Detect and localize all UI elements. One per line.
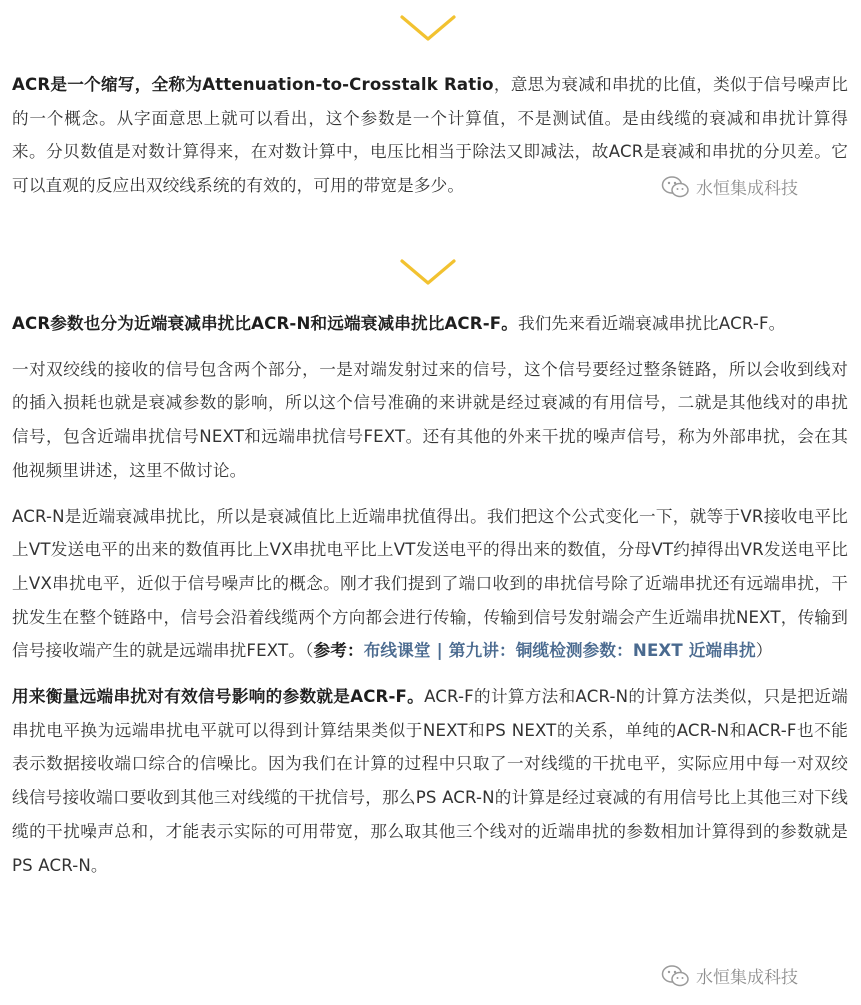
acr-definition-text: ，意思为衰减和串扰的比值，类似于信号噪声比的一个概念。从字面意思上就可以看出，这个参数是一个计算值，不是测试值。是由线缆的衰减和串扰计算得来。分贝数值是对数计算得来，在对数计算中，电压比相当于除法又即减法，故ACR是衰减和串扰的分贝差。它可以直观的反应出双绞线系统的有效的，可用的带宽是多少。 (12, 75, 849, 196)
watermark (661, 174, 798, 199)
acr-n-f-section (12, 307, 848, 882)
acr-f-paragraph (12, 680, 848, 882)
acr-n-paragraph (12, 500, 848, 669)
chevron-down-icon (399, 14, 457, 42)
acr-types-text: 我们先来看近端衰减串扰比ACR-F。 (517, 314, 786, 333)
acr-definition-bold: ACR是一个缩写，全称为Attenuation-to-Crosstalk Ratio (12, 75, 494, 94)
acr-types-paragraph (12, 307, 848, 341)
watermark (661, 963, 798, 988)
reference-open: （ (305, 641, 314, 661)
watermark-text: 水恒集成科技 (696, 968, 798, 988)
wechat-icon (661, 175, 691, 199)
chevron-down-icon (399, 258, 457, 286)
acr-n-text: ACR-N是近端衰减串扰比，所以是衰减值比上近端串扰值得出。我们把这个公式变化一下，就等于VR接收电平比上VT发送电平的出来的数值再比上VX串扰电平比上VT发送电平的得出来的数值，分母VT约掉得出VR发送电平比上VX串扰电平，近似于信号噪声比的概念。刚才我们提到了端口收到的串扰信号除了近端串扰还有远端串扰，干扰发生在整个链路中，信号会沿着线缆两个方向都会进行传输，传输到信号发射端会产生近端串扰NEXT，传输到信号接收端产生的就是远端串扰FEXT。 (12, 506, 848, 661)
acr-types-bold: ACR参数也分为近端衰减串扰比ACR-N和远端衰减串扰比ACR-F。 (12, 314, 518, 333)
acr-f-text: ACR-F的计算方法和ACR-N的计算方法类似，只是把近端串扰电平换为远端串扰电平就可以得到计算结果类似于NEXT和PS NEXT的关系，单纯的ACR-N和ACR-F也不能表示数据接收端口综合的信噪比。因为我们在计算的过程中只取了一对线缆的干扰电平，实际应用中每一对双绞线信号接收端口要收到其他三对线缆的干扰信号，那么PS ACR-N的计算是经过衰减的有用信号比上其他三对下线缆的干扰噪声总和，才能表示实际的可用带宽，那么取其他三个线对的近端串扰的参数相加计算得到的参数就是PS ACR-N。 (12, 687, 848, 875)
twisted-pair-signal-paragraph: 一对双绞线的接收的信号包含两个部分，一是对端发射过来的信号，这个信号要经过整条链路，所以会收到线对的插入损耗也就是衰减参数的影响，所以这个信号准确的来讲就是经过衰减的有用信号，二就是其他线对的串扰信号，包含近端串扰信号NEXT和远端串扰信号FEXT。还有其他的外来干扰的噪声信号，称为外部串扰，会在其他视频里讲述，这里不做讨论。 (12, 359, 848, 480)
wechat-icon (661, 964, 691, 988)
reference-link[interactable]: 布线课堂 | 第九讲：铜缆检测参数：NEXT 近端串扰 (363, 641, 756, 661)
reference-label: 参考： (313, 641, 364, 661)
acr-f-bold: 用来衡量远端串扰对有效信号影响的参数就是ACR-F。 (12, 687, 425, 707)
reference-close: ） (755, 641, 773, 661)
watermark-text: 水恒集成科技 (696, 179, 798, 199)
